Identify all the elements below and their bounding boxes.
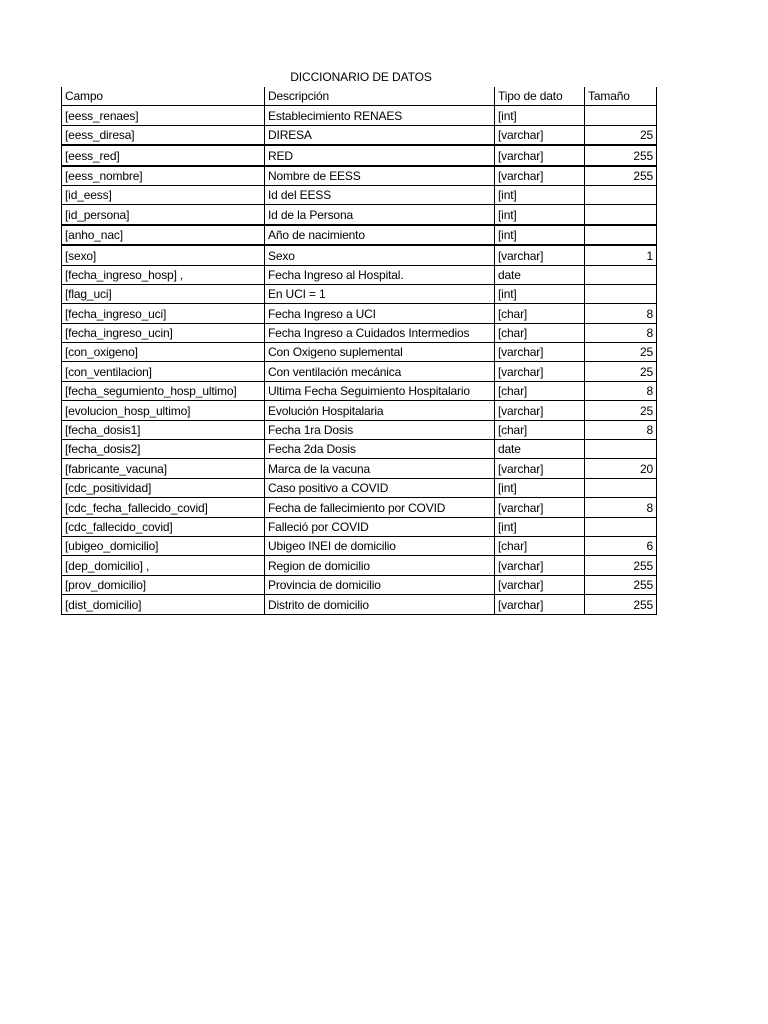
cell-campo: [evolucion_hosp_ultimo]: [62, 401, 265, 420]
cell-tamano: 8: [585, 420, 657, 439]
cell-tipo-de-dato: [char]: [495, 381, 585, 400]
cell-tipo-de-dato: [int]: [495, 225, 585, 245]
cell-campo: [ubigeo_domicilio]: [62, 536, 265, 555]
cell-descripcion: Fecha Ingreso a Cuidados Intermedios: [265, 323, 495, 342]
cell-tipo-de-dato: [varchar]: [495, 343, 585, 362]
cell-tamano: 25: [585, 401, 657, 420]
table-row: [62, 125, 657, 145]
table-row: [62, 185, 657, 204]
cell-campo: [fecha_ingreso_ucin]: [62, 323, 265, 342]
cell-tipo-de-dato: [varchar]: [495, 125, 585, 145]
cell-descripcion: Nombre de EESS: [265, 166, 495, 186]
cell-tipo-de-dato: [varchar]: [495, 556, 585, 575]
cell-tamano: [585, 440, 657, 459]
cell-descripcion: En UCI = 1: [265, 284, 495, 303]
table-row: [62, 362, 657, 381]
cell-tamano: 6: [585, 536, 657, 555]
cell-campo: [fabricante_vacuna]: [62, 459, 265, 478]
cell-descripcion: DIRESA: [265, 125, 495, 145]
cell-descripcion: Fecha Ingreso al Hospital.: [265, 265, 495, 284]
cell-tipo-de-dato: [varchar]: [495, 166, 585, 186]
cell-descripcion: Marca de la vacuna: [265, 459, 495, 478]
table-row: [62, 595, 657, 614]
cell-tipo-de-dato: date: [495, 440, 585, 459]
cell-tamano: 25: [585, 362, 657, 381]
cell-campo: [eess_diresa]: [62, 125, 265, 145]
cell-descripcion: Fecha Ingreso a UCI: [265, 304, 495, 323]
table-row: [62, 420, 657, 439]
cell-campo: [id_eess]: [62, 185, 265, 204]
cell-descripcion: Caso positivo a COVID: [265, 478, 495, 497]
cell-tipo-de-dato: [int]: [495, 284, 585, 303]
cell-descripcion: Id del EESS: [265, 185, 495, 204]
cell-descripcion: Id de la Persona: [265, 205, 495, 225]
cell-tamano: 8: [585, 304, 657, 323]
cell-tamano: [585, 478, 657, 497]
cell-tamano: 25: [585, 343, 657, 362]
cell-tamano: 8: [585, 498, 657, 517]
cell-tipo-de-dato: [int]: [495, 478, 585, 497]
cell-tamano: [585, 185, 657, 204]
header-campo: Campo: [62, 87, 265, 106]
cell-campo: [eess_renaes]: [62, 106, 265, 125]
cell-campo: [dep_domicilio] ,: [62, 556, 265, 575]
cell-tamano: 255: [585, 575, 657, 594]
cell-tipo-de-dato: [int]: [495, 517, 585, 536]
cell-tipo-de-dato: [varchar]: [495, 401, 585, 420]
cell-tamano: 255: [585, 556, 657, 575]
table-row: [62, 265, 657, 284]
table-row: [62, 106, 657, 125]
cell-descripcion: Ultima Fecha Seguimiento Hospitalario: [265, 381, 495, 400]
data-dictionary-table: [61, 87, 657, 615]
table-row: [62, 575, 657, 594]
cell-descripcion: Con ventilación mecánica: [265, 362, 495, 381]
cell-campo: [anho_nac]: [62, 225, 265, 245]
cell-descripcion: Sexo: [265, 245, 495, 265]
table-row: [62, 498, 657, 517]
document-title: DICCIONARIO DE DATOS: [290, 70, 432, 84]
cell-tipo-de-dato: [char]: [495, 536, 585, 555]
cell-tamano: 25: [585, 125, 657, 145]
cell-tipo-de-dato: [varchar]: [495, 575, 585, 594]
cell-tamano: 8: [585, 381, 657, 400]
cell-tamano: [585, 106, 657, 125]
table-row: [62, 556, 657, 575]
cell-tamano: [585, 205, 657, 225]
cell-campo: [fecha_ingreso_hosp] ,: [62, 265, 265, 284]
cell-campo: [con_oxigeno]: [62, 343, 265, 362]
table-row: [62, 440, 657, 459]
cell-tipo-de-dato: [varchar]: [495, 362, 585, 381]
cell-tamano: 20: [585, 459, 657, 478]
table-row: [62, 284, 657, 303]
table-row: [62, 478, 657, 497]
cell-tamano: 255: [585, 166, 657, 186]
cell-tipo-de-dato: [char]: [495, 323, 585, 342]
table-row: [62, 225, 657, 245]
cell-tipo-de-dato: [varchar]: [495, 498, 585, 517]
cell-campo: [flag_uci]: [62, 284, 265, 303]
table-row: [62, 245, 657, 265]
cell-tipo-de-dato: [char]: [495, 304, 585, 323]
cell-tipo-de-dato: [varchar]: [495, 245, 585, 265]
cell-descripcion: Distrito de domicilio: [265, 595, 495, 614]
cell-tamano: [585, 284, 657, 303]
cell-tipo-de-dato: [varchar]: [495, 595, 585, 614]
cell-descripcion: Ubigeo INEI de domicilio: [265, 536, 495, 555]
cell-campo: [fecha_dosis1]: [62, 420, 265, 439]
cell-tamano: 1: [585, 245, 657, 265]
cell-tipo-de-dato: [int]: [495, 185, 585, 204]
header-tamano: Tamaño: [585, 87, 657, 106]
cell-campo: [cdc_positividad]: [62, 478, 265, 497]
cell-tipo-de-dato: [varchar]: [495, 459, 585, 478]
cell-tipo-de-dato: date: [495, 265, 585, 284]
cell-tamano: 8: [585, 323, 657, 342]
cell-tipo-de-dato: [int]: [495, 106, 585, 125]
cell-campo: [fecha_segumiento_hosp_ultimo]: [62, 381, 265, 400]
data-dictionary-sheet: [61, 68, 656, 615]
cell-campo: [id_persona]: [62, 205, 265, 225]
cell-tamano: [585, 517, 657, 536]
cell-descripcion: Falleció por COVID: [265, 517, 495, 536]
table-row: [62, 517, 657, 536]
cell-tipo-de-dato: [varchar]: [495, 145, 585, 165]
table-row: [62, 166, 657, 186]
cell-tamano: 255: [585, 145, 657, 165]
cell-campo: [dist_domicilio]: [62, 595, 265, 614]
table-row: [62, 536, 657, 555]
table-body: [62, 87, 657, 614]
table-row: [62, 323, 657, 342]
table-row: [62, 459, 657, 478]
cell-tipo-de-dato: [int]: [495, 205, 585, 225]
cell-descripcion: Fecha de fallecimiento por COVID: [265, 498, 495, 517]
table-row: [62, 145, 657, 165]
cell-descripcion: Fecha 2da Dosis: [265, 440, 495, 459]
cell-descripcion: Año de nacimiento: [265, 225, 495, 245]
table-row: [62, 381, 657, 400]
cell-descripcion: Establecimiento RENAES: [265, 106, 495, 125]
table-row: [62, 343, 657, 362]
header-tipo-de-dato: Tipo de dato: [495, 87, 585, 106]
cell-campo: [cdc_fallecido_covid]: [62, 517, 265, 536]
cell-campo: [prov_domicilio]: [62, 575, 265, 594]
cell-campo: [sexo]: [62, 245, 265, 265]
cell-campo: [cdc_fecha_fallecido_covid]: [62, 498, 265, 517]
cell-descripcion: Fecha 1ra Dosis: [265, 420, 495, 439]
cell-descripcion: Provincia de domicilio: [265, 575, 495, 594]
cell-descripcion: Evolución Hospitalaria: [265, 401, 495, 420]
cell-campo: [eess_nombre]: [62, 166, 265, 186]
cell-campo: [fecha_ingreso_uci]: [62, 304, 265, 323]
cell-descripcion: Con Oxigeno suplemental: [265, 343, 495, 362]
cell-campo: [fecha_dosis2]: [62, 440, 265, 459]
table-header-row: [62, 87, 657, 106]
table-row: [62, 205, 657, 225]
cell-campo: [con_ventilacion]: [62, 362, 265, 381]
cell-tipo-de-dato: [char]: [495, 420, 585, 439]
table-row: [62, 304, 657, 323]
cell-tamano: [585, 265, 657, 284]
cell-tamano: [585, 225, 657, 245]
cell-descripcion: RED: [265, 145, 495, 165]
cell-tamano: 255: [585, 595, 657, 614]
cell-campo: [eess_red]: [62, 145, 265, 165]
cell-descripcion: Region de domicilio: [265, 556, 495, 575]
table-row: [62, 401, 657, 420]
header-descripcion: Descripción: [265, 87, 495, 106]
